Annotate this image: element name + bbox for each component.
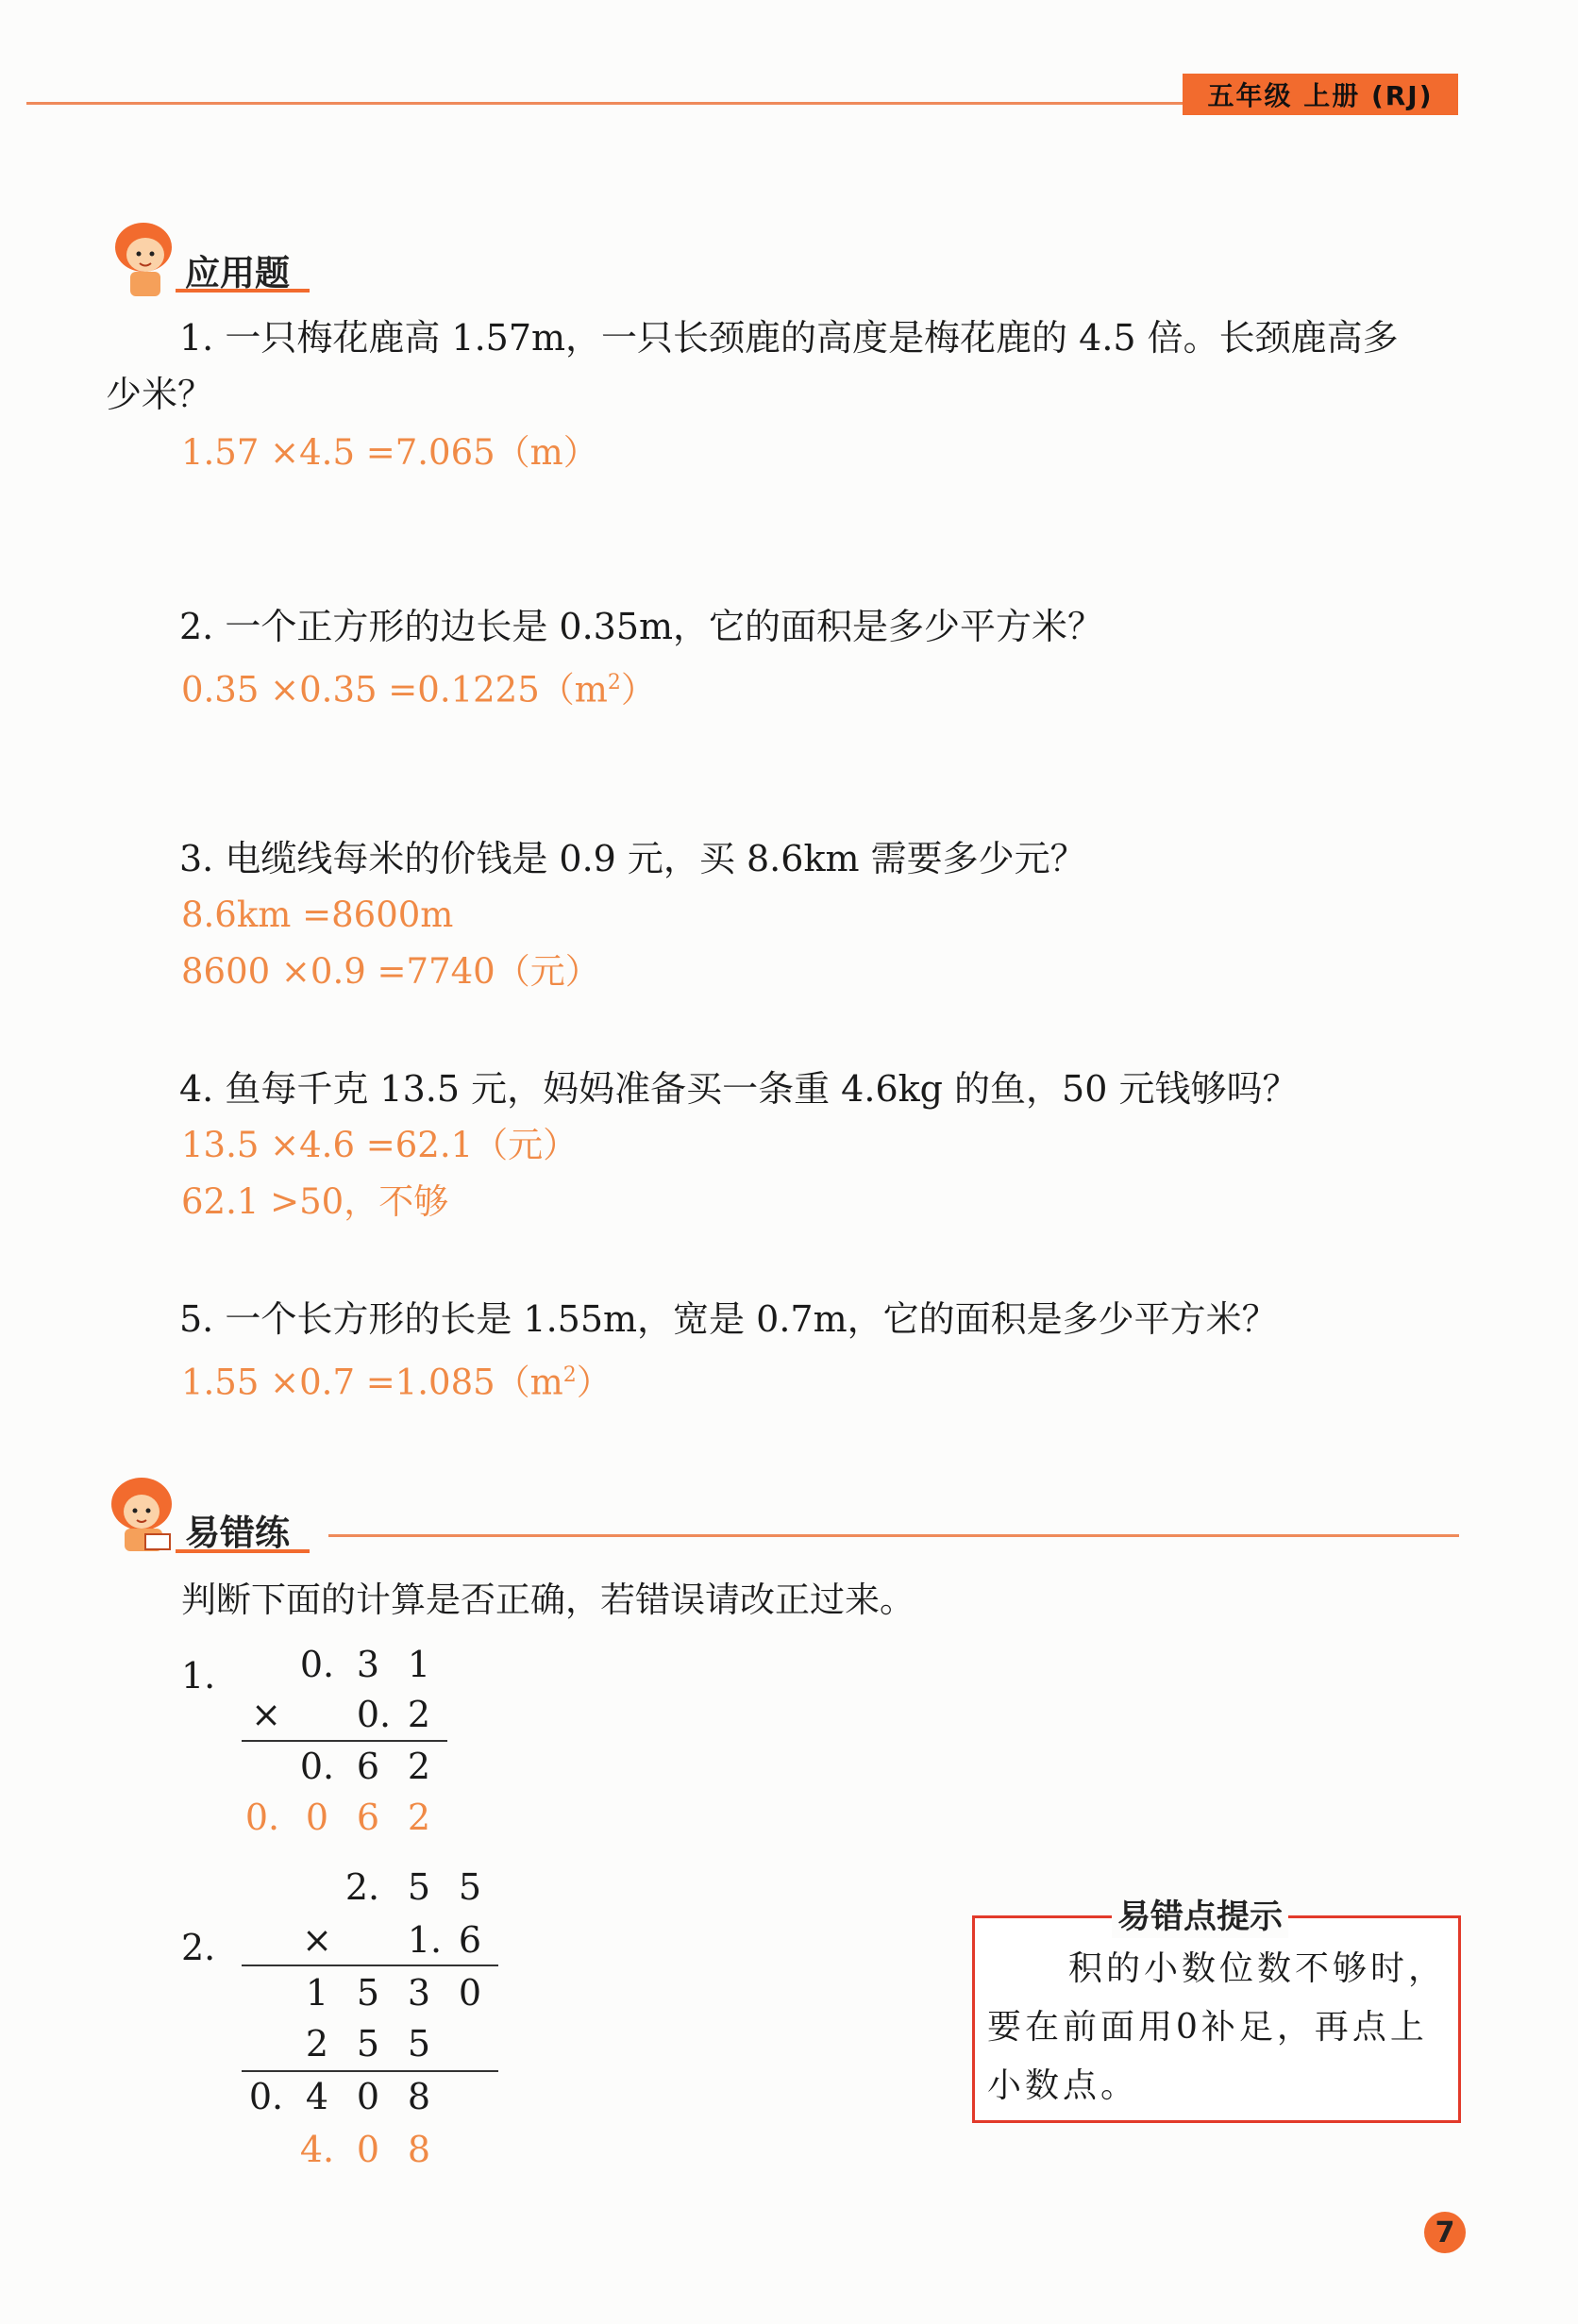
header-rule [26,102,1183,105]
p2-partial1-digit: 3 [407,1972,431,2014]
p1-row1-digit: 0. [299,1644,335,1685]
question-4: 4. 鱼每千克 13.5 元，妈妈准备买一条重 4.6kg 的鱼，50 元钱够吗？ [179,1068,1299,1110]
grade-tab: 五年级 上册 (RJ) [1183,74,1458,115]
answer-2-main: 0.35 ×0.35 =0.1225（m [181,669,608,711]
answer-5-exponent: 2 [562,1363,577,1387]
problem-2-number: 2. [181,1927,216,1968]
p2-row1-digit: 5 [407,1866,431,1908]
answer-5-main: 1.55 ×0.7 =1.085（m [181,1362,563,1403]
p2-rule-top [242,1965,498,1966]
p1-correction-digit: 0 [305,1797,329,1838]
p2-partial1-digit: 0 [458,1972,482,2014]
answer-3-line2: 8600 ×0.9 =7740（元） [181,951,600,992]
p2-result-digit: 8 [407,2076,431,2117]
question-3: 3. 电缆线每米的价钱是 0.9 元，买 8.6km 需要多少元？ [179,838,1086,879]
p2-partial2-digit: 5 [356,2023,380,2065]
answer-5-end: ） [576,1362,612,1403]
tip-line-1: 积的小数位数不够时， [1068,1949,1447,1988]
question-2: 2. 一个正方形的边长是 0.35m，它的面积是多少平方米？ [179,606,1104,647]
question-5: 5. 一个长方形的长是 1.55m，宽是 0.7m，它的面积是多少平方米？ [179,1298,1278,1340]
page-number: 7 [1424,2212,1466,2253]
p1-result-digit: 6 [356,1746,380,1787]
section-underline-applied [176,289,310,293]
p1-correction-digit: 6 [356,1797,380,1838]
p1-row1-digit: 1 [407,1644,431,1685]
answer-1: 1.57 ×4.5 =7.065（m） [181,432,598,473]
girl-mascot-icon [104,1474,181,1555]
boy-mascot-icon [106,219,183,300]
answer-5 [181,1347,612,1411]
p2-result-digit: 0. [248,2076,284,2117]
error-instruction: 判断下面的计算是否正确，若错误请改正过来。 [181,1580,915,1620]
p2-row1-digit: 5 [458,1866,482,1908]
section-title-applied: 应用题 [185,253,290,293]
tip-title: 易错点提示 [1112,1891,1288,1938]
problem-1-number: 1. [181,1655,216,1697]
section-title-errors: 易错练 [185,1513,290,1553]
p1-rule [242,1740,447,1742]
p2-partial2-digit: 5 [407,2023,431,2065]
answer-2-end: ） [620,669,656,711]
p2-partial1-digit: 5 [356,1972,380,2014]
p2-row2-digit: 1. [407,1919,443,1961]
section-rule-errors [328,1534,1459,1537]
answer-4-line1: 13.5 ×4.6 =62.1（元） [181,1125,579,1165]
p1-row1-digit: 3 [356,1644,380,1685]
p2-result-digit: 0 [356,2076,380,2117]
answer-3-line1: 8.6km =8600m [181,894,454,935]
p2-row2-digit: 6 [458,1919,482,1961]
tip-line-2: 要在前面用0补足，再点上 [987,2008,1428,2047]
p1-row2-digit: 0. [356,1694,392,1735]
section-underline-errors [176,1549,310,1553]
question-1-line1: 1. 一只梅花鹿高 1.57m，一只长颈鹿的高度是梅花鹿的 4.5 倍。长颈鹿高多 [179,317,1399,359]
p1-result-digit: 2 [407,1746,431,1787]
p2-result-digit: 4 [305,2076,329,2117]
p2-partial2-digit: 2 [305,2023,329,2065]
p1-row2-digit: 2 [407,1694,431,1735]
p1-correction-digit: 2 [407,1797,431,1838]
p1-correction-digit: 0. [244,1797,280,1838]
answer-2 [181,655,656,718]
p2-multiply-sign: × [302,1919,332,1961]
p2-partial1-digit: 1 [305,1972,329,2014]
p1-multiply-sign: × [251,1694,281,1735]
answer-4-line2: 62.1 >50，不够 [181,1181,449,1222]
question-1-line2: 少米？ [106,374,214,415]
p2-correction-digit: 8 [407,2129,431,2170]
p2-rule-bottom [242,2070,498,2072]
tip-line-3: 小数点。 [987,2066,1139,2105]
p1-result-digit: 0. [299,1746,335,1787]
p2-correction-digit: 0 [356,2129,380,2170]
p2-row1-digit: 2. [344,1866,380,1908]
p2-correction-digit: 4. [299,2129,335,2170]
answer-2-exponent: 2 [607,671,621,694]
